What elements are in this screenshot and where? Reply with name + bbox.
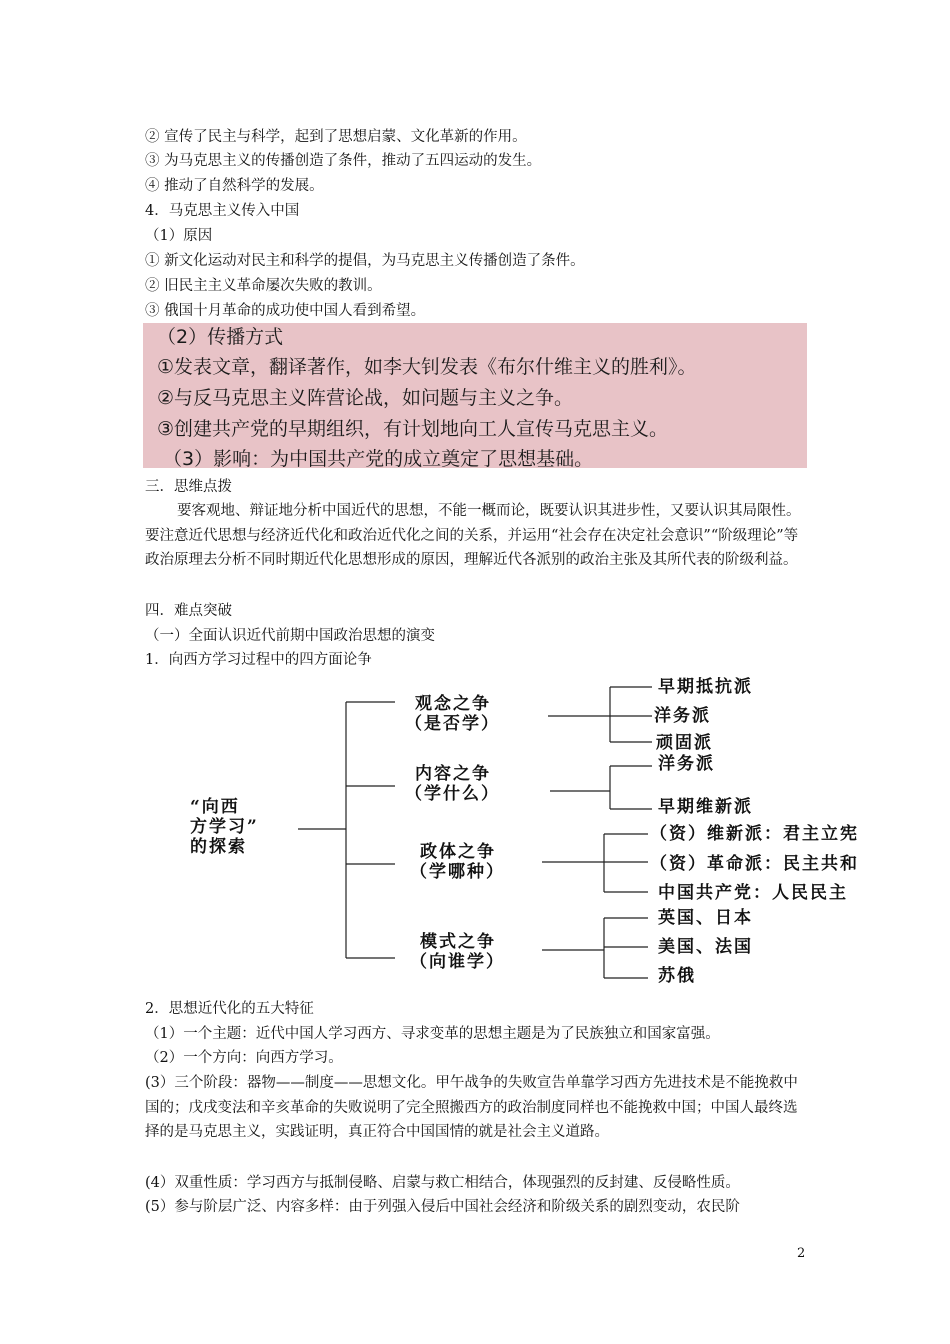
- diagram-leaf: 顽固派: [656, 733, 713, 753]
- diagram-root: 的探索: [190, 837, 247, 857]
- subsection-title: （一）全面认识近代前期中国政治思想的演变: [145, 628, 435, 644]
- text-line: ① 新文化运动对民主和科学的提倡，为马克思主义传播创造了条件。: [145, 253, 585, 269]
- group-title: （是否学）: [405, 714, 500, 734]
- group-title: 政体之争: [420, 842, 496, 862]
- feature-line: (4）双重性质：学习西方与抵制侵略、启蒙与救亡相结合，体现强烈的反封建、反侵略性质。: [145, 1175, 740, 1191]
- diagram-leaf: 中国共产党：人民民主: [658, 883, 848, 903]
- section-heading: 4．马克思主义传入中国: [145, 203, 300, 219]
- diagram-leaf: 洋务派: [658, 754, 715, 774]
- highlight-line: （2）传播方式: [157, 326, 284, 348]
- highlight-line: ②与反马克思主义阵营论战，如问题与主义之争。: [157, 387, 574, 409]
- group-title: （学哪种）: [410, 862, 505, 882]
- text-line: （1）原因: [145, 228, 213, 244]
- diagram-root: “向西: [190, 797, 240, 817]
- paragraph: 要客观地、辩证地分析中国近代的思想，不能一概而论，既要认识其进步性，又要认识其局限性。要注意近代思想与经济近代化和政治近代化之间的关系，并运用“社会存在决定社会意识”“阶级理论”等政治原理去分析不同时期近代化思想形成的原因，理解近代各派别的政治主张及其所代表的阶级利益。: [145, 503, 801, 568]
- text-line: ④ 推动了自然科学的发展。: [145, 178, 324, 194]
- section-title: 四．难点突破: [145, 603, 232, 619]
- group-title: （学什么）: [405, 784, 500, 804]
- section-title: 三．思维点拨: [145, 479, 232, 495]
- item-title: 2．思想近代化的五大特征: [145, 1001, 314, 1017]
- feature-line: (5）参与阶层广泛、内容多样：由于列强入侵后中国社会经济和阶级关系的剧烈变动，农民阶: [145, 1199, 740, 1215]
- text-line: ③ 俄国十月革命的成功使中国人看到希望。: [145, 303, 426, 319]
- text-line: ③ 为马克思主义的传播创造了条件，推动了五四运动的发生。: [145, 153, 542, 169]
- highlight-line: ③创建共产党的早期组织，有计划地向工人宣传马克思主义。: [157, 418, 669, 440]
- diagram-leaf: 美国、法国: [658, 937, 753, 957]
- feature-line: （1）一个主题：近代中国人学习西方、寻求变革的思想主题是为了民族独立和国家富强。: [145, 1026, 720, 1042]
- text-line: ② 宣传了民主与科学，起到了思想启蒙、文化革新的作用。: [145, 129, 527, 145]
- diagram-leaf: 洋务派: [654, 706, 711, 726]
- diagram-root: 方学习”: [190, 817, 259, 837]
- group-title: （向谁学）: [410, 952, 505, 972]
- page-number: 2: [797, 1246, 806, 1261]
- highlight-line: （3）影响：为中国共产党的成立奠定了思想基础。: [163, 448, 594, 468]
- item-title: 1．向西方学习过程中的四方面论争: [145, 652, 372, 668]
- debate-diagram: [180, 672, 950, 992]
- text-line: ② 旧民主主义革命屡次失败的教训。: [145, 278, 382, 294]
- highlight-line: ①发表文章，翻译著作，如李大钊发表《布尔什维主义的胜利》。: [157, 356, 697, 378]
- diagram-leaf: 早期抵抗派: [658, 677, 753, 697]
- diagram-leaf: （资）维新派：君主立宪: [650, 824, 859, 844]
- group-title: 观念之争: [415, 694, 491, 714]
- group-title: 模式之争: [420, 932, 496, 952]
- feature-paragraph: (3）三个阶段：器物——制度——思想文化。甲午战争的失败宣告单靠学习西方先进技术是不能挽救中国的；戊戌变法和辛亥革命的失败说明了完全照搬西方的政治制度同样也不能挽救中国；中国人最终选择的是马克思主义，实践证明，真正符合中国国情的就是社会主义道路。: [145, 1075, 798, 1140]
- group-title: 内容之争: [415, 764, 491, 784]
- diagram-leaf: 苏俄: [658, 966, 696, 986]
- diagram-leaf: 英国、日本: [658, 908, 753, 928]
- feature-line: （2）一个方向：向西方学习。: [145, 1050, 343, 1066]
- diagram-leaf: （资）革命派：民主共和: [650, 854, 859, 874]
- highlight-block: [143, 323, 807, 468]
- diagram-leaf: 早期维新派: [658, 797, 753, 817]
